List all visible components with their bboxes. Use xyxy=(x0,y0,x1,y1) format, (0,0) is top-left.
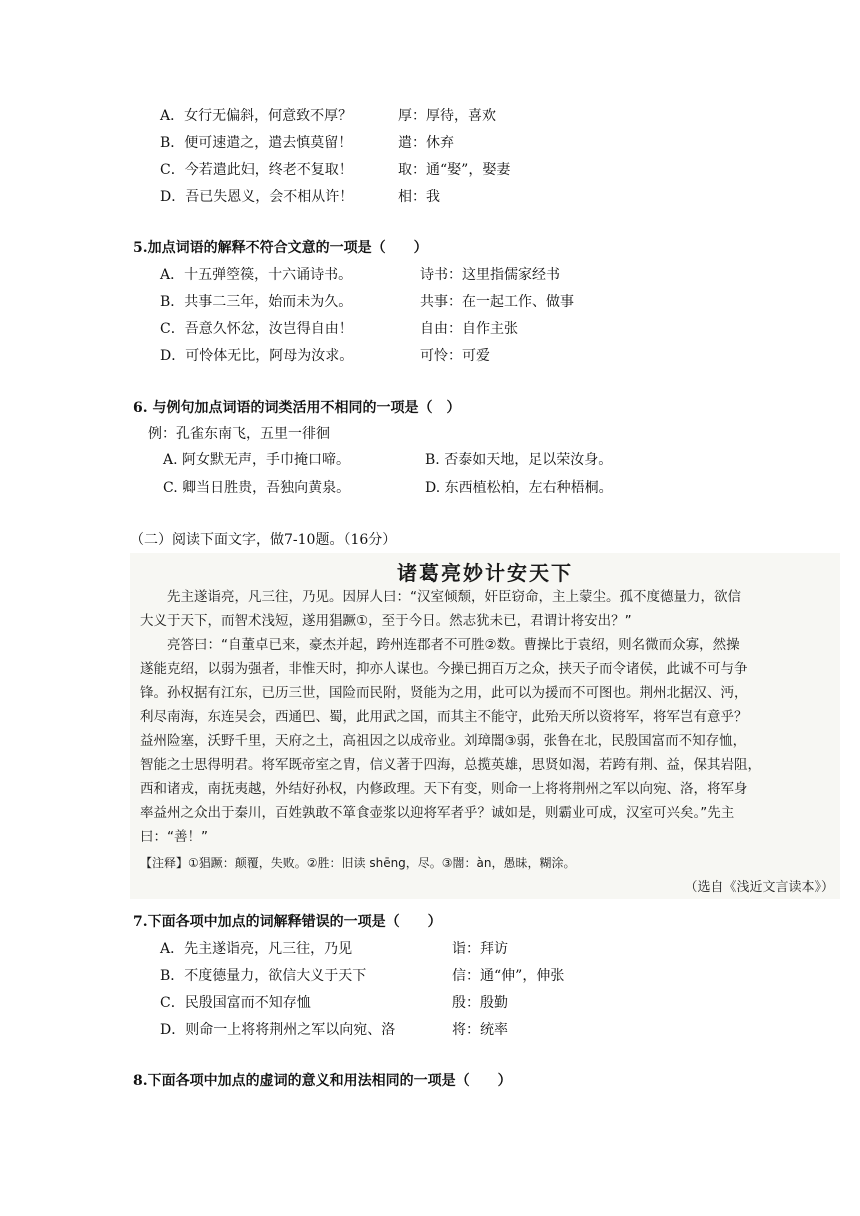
q4-option-d: D．吾已失恩义，会不相从许！ xyxy=(160,189,354,205)
q7-option-a: A．先主遂诣亮，凡三往，乃见 xyxy=(160,941,353,957)
q6-example: 例：孔雀东南飞，五里一徘徊 xyxy=(148,426,330,442)
q7-option-a-explanation: 诣：拜访 xyxy=(452,941,508,957)
q5-question: 5.加点词语的解释不符合文意的一项是（ ） xyxy=(133,240,428,256)
q6-option-c: C. 卿当日胜贵，吾独向黄泉。 xyxy=(163,480,351,496)
q5-option-d: D．可怜体无比，阿母为汝求。 xyxy=(160,348,354,364)
q7-option-d: D．则命一上将将荆州之军以向宛、洛 xyxy=(160,1022,396,1038)
passage-line: 大义于天下，而智术浅短，遂用猖蹶①，至于今日。然志犹未已，君谓计将安出？” xyxy=(140,613,632,629)
q5-option-d-explanation: 可怜：可爱 xyxy=(420,348,490,364)
q6-question: 6. 与例句加点词语的词类活用不相同的一项是（ ） xyxy=(133,400,461,416)
q5-option-c-explanation: 自由：自作主张 xyxy=(420,321,518,337)
q4-option-b-explanation: 遣：休弃 xyxy=(398,135,454,151)
q7-option-b-explanation: 信：通“伸”，伸张 xyxy=(452,968,565,984)
passage-line: 率益州之众出于秦川，百姓孰敢不箪食壶浆以迎将军者乎？诚如是，则霸业可成，汉室可兴矣。”先主 xyxy=(140,805,735,821)
passage-line: 曰：“善！” xyxy=(140,829,208,845)
q4-option-c: C．今若遣此妇，终老不复取！ xyxy=(160,162,353,178)
q5-option-a: A．十五弹箜篌，十六诵诗书。 xyxy=(160,267,353,283)
q5-option-b-explanation: 共事：在一起工作、做事 xyxy=(420,294,574,310)
q7-question: 7.下面各项中加点的词解释错误的一项是（ ） xyxy=(133,914,442,930)
q7-option-d-explanation: 将：统率 xyxy=(452,1022,508,1038)
passage-line: 利尽南海，东连吴会，西通巴、蜀，此用武之国，而其主不能守，此殆天所以资将军，将军岂有意乎？ xyxy=(140,709,748,725)
passage-note: 【注释】①猖蹶：颠覆，失败。②胜：旧读 shēng，尽。③闇：àn，愚昧，糊涂。 xyxy=(140,856,576,870)
q6-option-a: A. 阿女默无声，手巾掩口啼。 xyxy=(163,452,351,468)
passage-line: 遂能克绍，以弱为强者，非惟天时，抑亦人谋也。今操已拥百万之众，挟天子而令诸侯，此诚不可与争 xyxy=(140,661,748,677)
passage-line: 锋。孙权据有江东，已历三世，国险而民附，贤能为之用，此可以为援而不可图也。荆州北据汉、沔， xyxy=(140,685,748,701)
q4-option-a: A．女行无偏斜，何意致不厚？ xyxy=(160,108,353,124)
passage-line: 智能之士思得明君。将军既帝室之胄，信义著于四海，总揽英雄，思贤如渴，若跨有荆、益，保其岩阻， xyxy=(140,757,761,773)
q4-option-c-explanation: 取：通“娶”，娶妻 xyxy=(398,162,511,178)
passage-line: 亮答曰：“自董卓已来，豪杰并起，跨州连郡者不可胜②数。曹操比于袁绍，则名微而众寡，然操 xyxy=(140,637,740,653)
q8-question: 8.下面各项中加点的虚词的意义和用法相同的一项是（ ） xyxy=(133,1073,512,1089)
passage-source: （选自《浅近文言读本》） xyxy=(684,880,834,895)
q4-option-b: B．便可速遣之，遣去慎莫留！ xyxy=(160,135,353,151)
q4-option-a-explanation: 厚：厚待，喜欢 xyxy=(398,108,496,124)
section-heading: （二）阅读下面文字，做7-10题。（16分） xyxy=(130,532,397,548)
q7-option-c-explanation: 殷：殷勤 xyxy=(452,995,508,1011)
passage-line: 西和诸戎，南抚夷越，外结好孙权，内修政理。天下有变，则命一上将将荆州之军以向宛、洛，将军身 xyxy=(140,781,748,797)
q7-option-c: C．民殷国富而不知存恤 xyxy=(160,995,311,1011)
passage-title: 诸葛亮妙计安天下 xyxy=(397,561,573,585)
q5-option-c: C．吾意久怀忿，汝岂得自由！ xyxy=(160,321,353,337)
passage-scan xyxy=(130,553,840,899)
q5-option-b: B．共事二三年，始而未为久。 xyxy=(160,294,353,310)
q7-option-b: B．不度德量力，欲信大义于天下 xyxy=(160,968,367,984)
q4-option-d-explanation: 相：我 xyxy=(398,189,440,205)
passage-line: 先主遂诣亮，凡三往，乃见。因屏人曰：“汉室倾颓，奸臣窃命，主上蒙尘。孤不度德量力，欲信 xyxy=(140,589,741,605)
q6-option-b: B. 否泰如天地，足以荣汝身。 xyxy=(425,452,613,468)
passage-line: 益州险塞，沃野千里，天府之土，高祖因之以成帝业。刘璋闇③弱，张鲁在北，民殷国富而不知存恤， xyxy=(140,733,747,749)
q6-option-d: D. 东西植松柏，左右种梧桐。 xyxy=(425,480,613,496)
q5-option-a-explanation: 诗书：这里指儒家经书 xyxy=(420,267,560,283)
